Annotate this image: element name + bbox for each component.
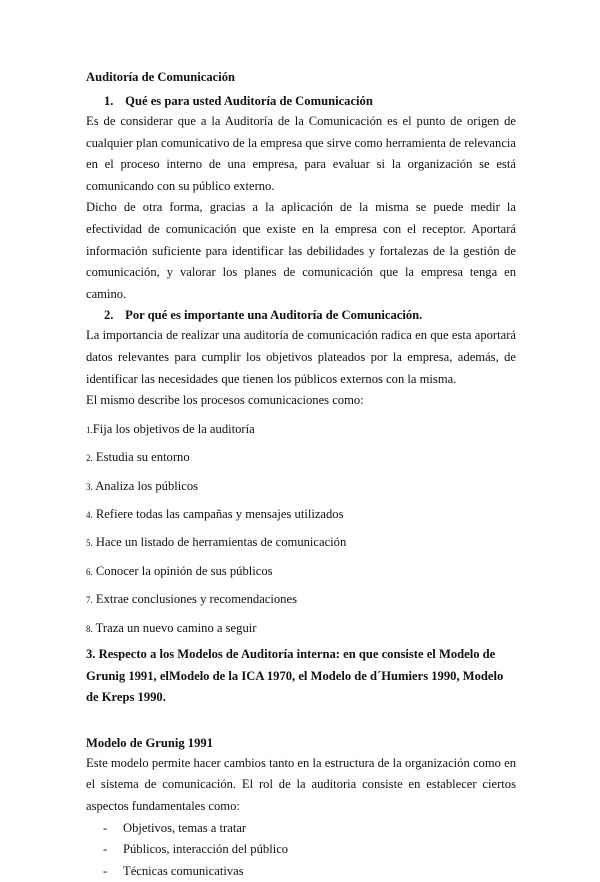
list-item (86, 615, 516, 643)
list-item (86, 529, 516, 557)
step-text: Traza un nuevo camino a seguir (92, 620, 257, 635)
grunig-bullet-list (86, 818, 516, 882)
step-text: Extrae conclusiones y recomendaciones (92, 592, 297, 607)
step-number: 8. (86, 623, 93, 634)
section-1-heading (86, 91, 516, 111)
bullet-text: Objetivos, temas a tratar (123, 820, 247, 835)
list-item (86, 444, 516, 472)
step-text: Fija los objetivos de la auditoría (92, 421, 255, 436)
step-number: 2. (86, 453, 93, 464)
section-1-number: 1. (104, 94, 114, 108)
step-text: Refiere todas las campañas y mensajes utilizados (92, 506, 344, 521)
process-steps-list (86, 416, 516, 643)
grunig-paragraph: Este modelo permite hacer cambios tanto en la estructura de la organización como en el sistema de comunicación. El rol de la auditoria consiste en establecer ciertos aspectos fundamentales como: (86, 755, 516, 813)
bullet-text: Públicos, interacción del público (123, 842, 289, 857)
step-number: 3. (86, 481, 93, 492)
list-item (86, 839, 516, 861)
step-number: 6. (86, 566, 93, 577)
section-2-number: 2. (104, 308, 114, 323)
section-3-heading: 3. Respecto a los Modelos de Auditoría interna: en que consiste el Modelo de Grunig 1991, elModelo de la ICA 1970, el Modelo de d´Humiers 1990, Modelo de Kreps 1990. (86, 646, 504, 705)
dash-bullet: - (103, 842, 108, 857)
step-text: Conocer la opinión de sus públicos (92, 563, 273, 578)
bullet-text: Técnicas comunicativas (123, 863, 244, 878)
list-item (86, 861, 516, 882)
list-item (86, 818, 516, 840)
step-number: 7. (86, 595, 93, 606)
section-1-heading-text: Qué es para usted Auditoría de Comunicación (125, 94, 373, 108)
list-item (86, 416, 516, 444)
document-title: Auditoría de Comunicación (86, 70, 236, 84)
list-item (86, 473, 516, 501)
dash-bullet: - (103, 863, 108, 878)
list-item (86, 501, 516, 529)
dash-bullet: - (103, 820, 108, 835)
grunig-heading: Modelo de Grunig 1991 (86, 735, 213, 750)
section-1-paragraph-1: Es de considerar que a la Auditoría de la Comunicación es el punto de origen de cualquier plan comunicativo de la empresa que sirve como herramienta de relevancia en el proceso interno de una empresa, para evaluar si la organización se está comunicando con su público externo. (86, 114, 516, 193)
section-2-paragraph-1: La importancia de realizar una auditoría de comunicación radica en que esta aportará datos relevantes para cumplir los objetivos plateados por la empresa, además, de identificar las necesidades que tienen los públicos externos con la misma. (86, 328, 516, 386)
section-1-paragraph-2: Dicho de otra forma, gracias a la aplicación de la misma se puede medir la efectividad de comunicación que existe en la empresa con el receptor. Aportará información suficiente para identificar las debilidades y fortalezas de la gestión de comunicación, y valorar los planes de comunicación que la empresa tenga en camino. (86, 200, 516, 301)
step-number: 4. (86, 509, 93, 520)
spacer (86, 709, 516, 733)
section-2-paragraph-2: El mismo describe los procesos comunicaciones como: (86, 393, 364, 408)
step-number: 1. (86, 424, 93, 435)
step-text: Analiza los públicos (92, 478, 199, 493)
section-2-heading-text: Por qué es importante una Auditoría de Comunicación. (125, 308, 423, 323)
step-text: Hace un listado de herramientas de comunicación (92, 535, 347, 550)
document-content (86, 67, 516, 882)
step-number: 5. (86, 538, 93, 549)
list-item (86, 586, 516, 614)
step-text: Estudia su entorno (92, 450, 190, 465)
list-item (86, 558, 516, 586)
section-2-heading (86, 305, 516, 325)
